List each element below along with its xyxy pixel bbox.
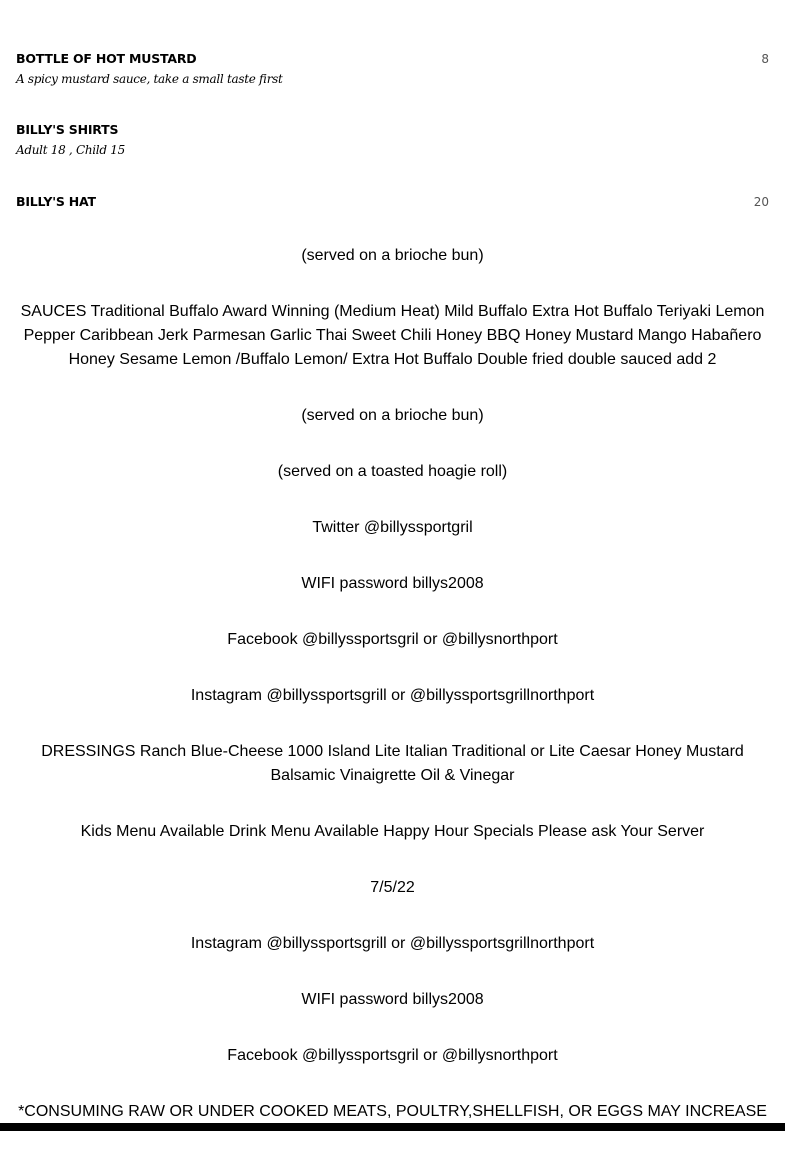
note-date: 7/5/22 <box>370 879 415 896</box>
bottom-bar <box>0 1123 785 1131</box>
note-dressings: DRESSINGS Ranch Blue-Cheese 1000 Island Lite Italian Traditional or Lite Caesar Honey Mustard Balsamic Vinaigrette Oil & Vinegar <box>41 743 744 784</box>
menu-item-price: 20 <box>753 195 769 209</box>
note-instagram: Instagram @billyssportsgrill or @billyssportsgrillnorthport <box>190 935 595 952</box>
note-facebook: Facebook @billyssportsgril or @billysnorthport <box>227 631 558 648</box>
menu-item-billys-hat <box>16 194 769 210</box>
menu-item-bottle-of-hot-mustard <box>16 51 769 87</box>
menu-item-description: Adult 18 , Child 15 <box>16 143 125 157</box>
menu-item-billys-shirts <box>16 122 769 158</box>
note-consumer-advisory: *CONSUMING RAW OR UNDER COOKED MEATS, POULTRY,SHELLFISH, OR EGGS MAY INCREASE <box>18 1103 767 1120</box>
note-wifi: WIFI password billys2008 <box>301 991 484 1008</box>
menu-item-price: 8 <box>761 52 769 66</box>
note-twitter: Twitter @billyssportgril <box>312 519 473 536</box>
note-sauces: SAUCES Traditional Buffalo Award Winning (Medium Heat) Mild Buffalo Extra Hot Buffalo Teriyaki Lemon Pepper Caribbean Jerk Parmesan Garlic Thai Sweet Chili Honey BBQ Honey Mustard Mango Habañero Honey Sesame Lemon /Buffalo Lemon/ Extra Hot Buffalo Double fried double sauced add 2 <box>20 303 765 368</box>
menu-item-name: BILLY'S SHIRTS <box>16 122 119 137</box>
note-brioche-bun: (served on a brioche bun) <box>301 407 484 424</box>
menu-notes <box>16 244 769 1156</box>
menu-item-description: A spicy mustard sauce, take a small taste first <box>16 72 283 86</box>
note-kids-drink-happy-hour: Kids Menu Available Drink Menu Available Happy Hour Specials Please ask Your Server <box>80 823 705 840</box>
note-hoagie-roll: (served on a toasted hoagie roll) <box>277 463 508 480</box>
note-brioche-bun: (served on a brioche bun) <box>301 247 484 264</box>
menu-item-name: BILLY'S HAT <box>16 194 96 209</box>
note-facebook: Facebook @billyssportsgril or @billysnorthport <box>227 1047 558 1064</box>
note-instagram: Instagram @billyssportsgrill or @billyssportsgrillnorthport <box>190 687 595 704</box>
note-wifi: WIFI password billys2008 <box>301 575 484 592</box>
menu-item-name: BOTTLE OF HOT MUSTARD <box>16 51 197 66</box>
